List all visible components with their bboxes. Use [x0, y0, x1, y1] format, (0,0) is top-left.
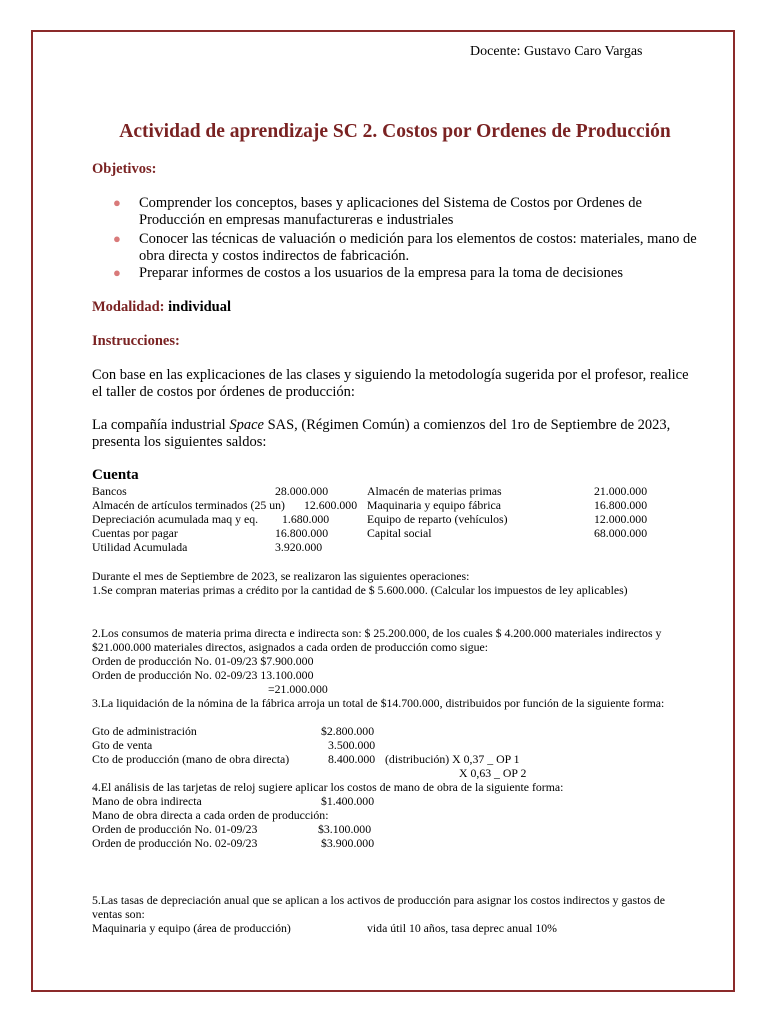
balance-value: 16.800.000	[594, 498, 648, 512]
op3-distribution-2: X 0,63 _ OP 2	[459, 766, 527, 780]
instrucciones-heading: Instrucciones:	[92, 333, 180, 349]
objetivo-item-1: ● Comprender los conceptos, bases y aplicaciones del Sistema de Costos por Ordenes de Producción en empresas manufactureras e industriales	[113, 195, 642, 228]
op4-moi-name: Mano de obra indirecta	[92, 794, 202, 808]
balance-value: 68.000.000	[594, 526, 648, 540]
op4-subheading: Mano de obra directa a cada orden de producción:	[92, 808, 329, 822]
balance-name: Bancos	[92, 484, 127, 498]
bullet-icon: ●	[113, 195, 121, 210]
balance-value: 16.800.000	[275, 526, 329, 540]
operacion-4: 4.El análisis de las tarjetas de reloj sugiere aplicar los costos de mano de obra de la siguiente forma:	[92, 780, 564, 794]
op4-moi-value: $1.400.000	[321, 794, 375, 808]
balance-name: Maquinaria y equipo fábrica	[367, 498, 501, 512]
instrucciones-paragraph-2: La compañía industrial Space SAS, (Régimen Común) a comienzos del 1ro de Septiembre de 2023, presenta los siguientes saldos:	[92, 417, 671, 450]
op3-row-value: 3.500.000	[328, 738, 376, 752]
balance-value: 21.000.000	[594, 484, 648, 498]
op4-row-value: $3.100.000	[318, 822, 372, 836]
modalidad-line	[92, 299, 231, 316]
op4-row-name: Orden de producción No. 01-09/23	[92, 822, 258, 836]
modalidad-label: Modalidad:	[92, 299, 165, 315]
op3-row-name: Gto de administración	[92, 724, 197, 738]
op4-row-name: Orden de producción No. 02-09/23	[92, 836, 258, 850]
balance-name: Almacén de artículos terminados (25 un)	[92, 498, 285, 512]
instrucciones-paragraph-1: Con base en las explicaciones de las clases y siguiendo la metodología sugerida por el profesor, realice el taller de costos por órdenes de producción:	[92, 367, 689, 400]
op3-row-name: Gto de venta	[92, 738, 153, 752]
op2-total: =21.000.000	[268, 682, 328, 696]
op2-order-line: Orden de producción No. 02-09/23 13.100.000	[92, 668, 314, 682]
operacion-1: 1.Se compran materias primas a crédito por la cantidad de $ 5.600.000. (Calcular los impuestos de ley aplicables)	[92, 583, 628, 597]
balance-name: Equipo de reparto (vehículos)	[367, 512, 508, 526]
page-title: Actividad de aprendizaje SC 2. Costos por Ordenes de Producción	[119, 121, 671, 142]
op3-row-name: Cto de producción (mano de obra directa)	[92, 752, 290, 766]
balance-value: 28.000.000	[275, 484, 329, 498]
balance-value: 3.920.000	[275, 540, 323, 554]
op3-distribution-1: (distribución) X 0,37 _ OP 1	[385, 752, 520, 766]
operacion-3: 3.La liquidación de la nómina de la fábrica arroja un total de $14.700.000, distribuidos por función de la siguiente forma:	[92, 696, 665, 710]
balance-name: Almacén de materias primas	[367, 484, 502, 498]
balance-value: 1.680.000	[282, 512, 330, 526]
modalidad-value: individual	[168, 299, 232, 315]
cuenta-heading: Cuenta	[92, 467, 139, 483]
bullet-icon: ●	[113, 265, 121, 280]
objetivo-item-3: ● Preparar informes de costos a los usuarios de la empresa para la toma de decisiones	[113, 265, 623, 281]
balance-name: Depreciación acumulada maq y eq.	[92, 512, 259, 526]
operacion-2: 2.Los consumos de materia prima directa e indirecta son: $ 25.200.000, de los cuales $ 4.200.000 materiales indirectos y $21.000.000 materiales directos, asignados a cada orden de producción como sigue:	[92, 626, 662, 654]
op5-row-name: Maquinaria y equipo (área de producción)	[92, 921, 291, 935]
operacion-5: 5.Las tasas de depreciación anual que se aplican a los activos de producción para asignar los costos indirectos y gastos de ventas son:	[92, 893, 665, 921]
op5-row-value: vida útil 10 años, tasa deprec anual 10%	[367, 921, 558, 935]
objetivos-heading: Objetivos:	[92, 161, 157, 177]
op4-row-value: $3.900.000	[321, 836, 375, 850]
objetivo-item-2: ● Conocer las técnicas de valuación o medición para los elementos de costos: materiales, mano de obra directa y costos indirectos de fabricación.	[113, 231, 697, 264]
bullet-icon: ●	[113, 231, 121, 246]
op3-row-value: 8.400.000	[328, 752, 376, 766]
op2-order-line: Orden de producción No. 01-09/23 $7.900.000	[92, 654, 314, 668]
balance-name: Utilidad Acumulada	[92, 540, 188, 554]
balance-name: Capital social	[367, 526, 432, 540]
company-name: Space	[229, 417, 264, 433]
operaciones-intro: Durante el mes de Septiembre de 2023, se realizaron las siguientes operaciones:	[92, 569, 470, 583]
balance-value: 12.000.000	[594, 512, 648, 526]
op3-row-value: $2.800.000	[321, 724, 375, 738]
balance-name: Cuentas por pagar	[92, 526, 178, 540]
balance-value: 12.600.000	[304, 498, 358, 512]
docente-label: Docente: Gustavo Caro Vargas	[470, 44, 643, 59]
